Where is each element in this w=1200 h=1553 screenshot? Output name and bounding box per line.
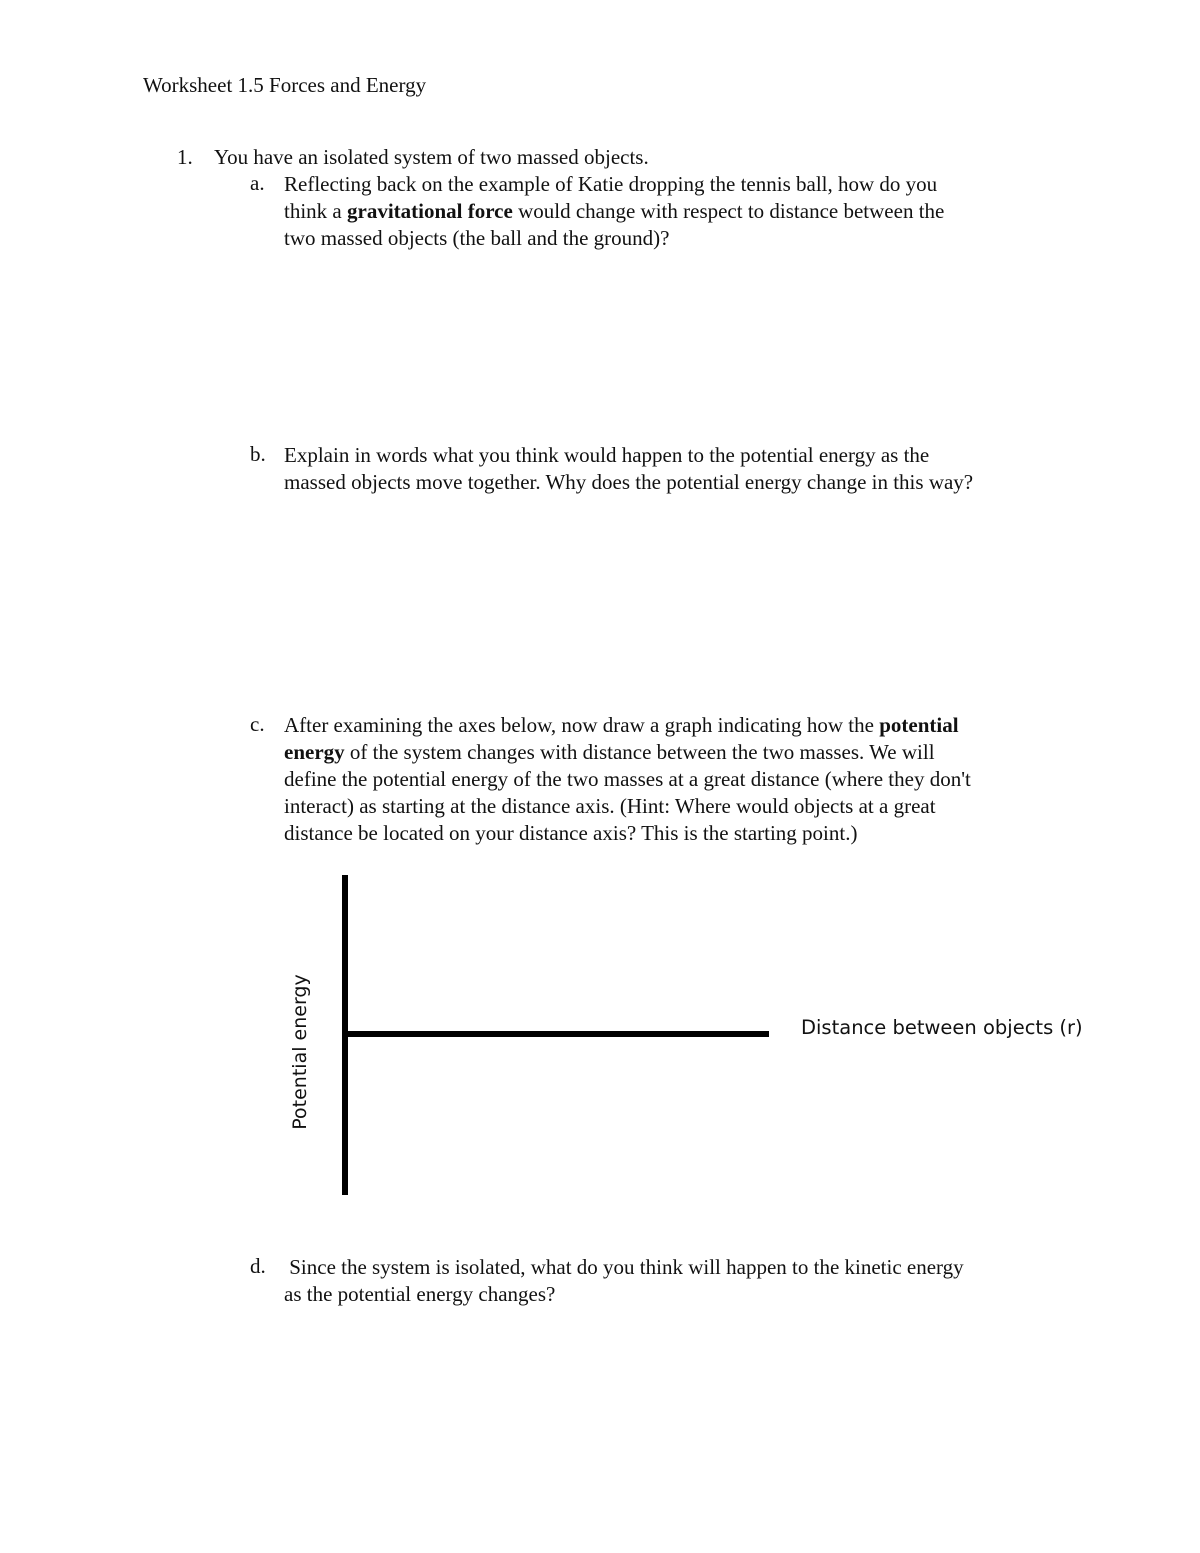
part-c-line-5: distance be located on your distance axis? This is the starting point.) bbox=[284, 821, 858, 845]
x-axis-label: Distance between objects (r) bbox=[801, 1016, 1083, 1039]
question-1-number: 1. bbox=[177, 145, 193, 169]
part-c-letter: c. bbox=[250, 712, 265, 736]
part-c-line-1 bbox=[284, 712, 1074, 739]
part-a-line-1: Reflecting back on the example of Katie dropping the tennis ball, how do you bbox=[284, 172, 938, 196]
part-c-line-1-pre: After examining the axes below, now draw a graph indicating how the bbox=[284, 713, 880, 737]
gravitational-force-term: gravitational force bbox=[347, 199, 513, 223]
part-c-line-2-post: of the system changes with distance between the two masses. We will bbox=[344, 740, 935, 764]
part-d-line-1: Since the system is isolated, what do you think will happen to the kinetic energy bbox=[284, 1255, 964, 1279]
part-b-line-2: massed objects move together. Why does the potential energy change in this way? bbox=[284, 470, 974, 494]
part-b-letter: b. bbox=[250, 442, 266, 466]
part-a-line-3: two massed objects (the ball and the ground)? bbox=[284, 226, 670, 250]
part-a-line-2-pre: think a bbox=[284, 199, 347, 223]
y-axis-label: Potential energy bbox=[289, 974, 311, 1130]
part-a-letter: a. bbox=[250, 171, 265, 195]
energy-term: energy bbox=[284, 740, 345, 764]
part-b-text bbox=[284, 442, 1074, 496]
part-a-text bbox=[284, 171, 1074, 252]
part-c-line-2 bbox=[284, 739, 1074, 766]
distance-axis bbox=[342, 1031, 769, 1037]
part-c-text bbox=[284, 712, 1074, 847]
part-d-line-2: as the potential energy changes? bbox=[284, 1282, 556, 1306]
part-d-letter: d. bbox=[250, 1254, 266, 1278]
part-d-text bbox=[284, 1254, 1074, 1308]
potential-term: potential bbox=[879, 713, 959, 737]
part-a-line-2-post: would change with respect to distance between the bbox=[512, 199, 945, 223]
part-b-line-1: Explain in words what you think would happen to the potential energy as the bbox=[284, 443, 930, 467]
worksheet-title: Worksheet 1.5 Forces and Energy bbox=[143, 73, 427, 97]
part-c-line-3: define the potential energy of the two masses at a great distance (where they don't bbox=[284, 767, 971, 791]
part-a-line-2 bbox=[284, 198, 1074, 225]
question-1-text: You have an isolated system of two massed objects. bbox=[214, 145, 649, 169]
part-c-line-4: interact) as starting at the distance axis. (Hint: Where would objects at a great bbox=[284, 794, 936, 818]
